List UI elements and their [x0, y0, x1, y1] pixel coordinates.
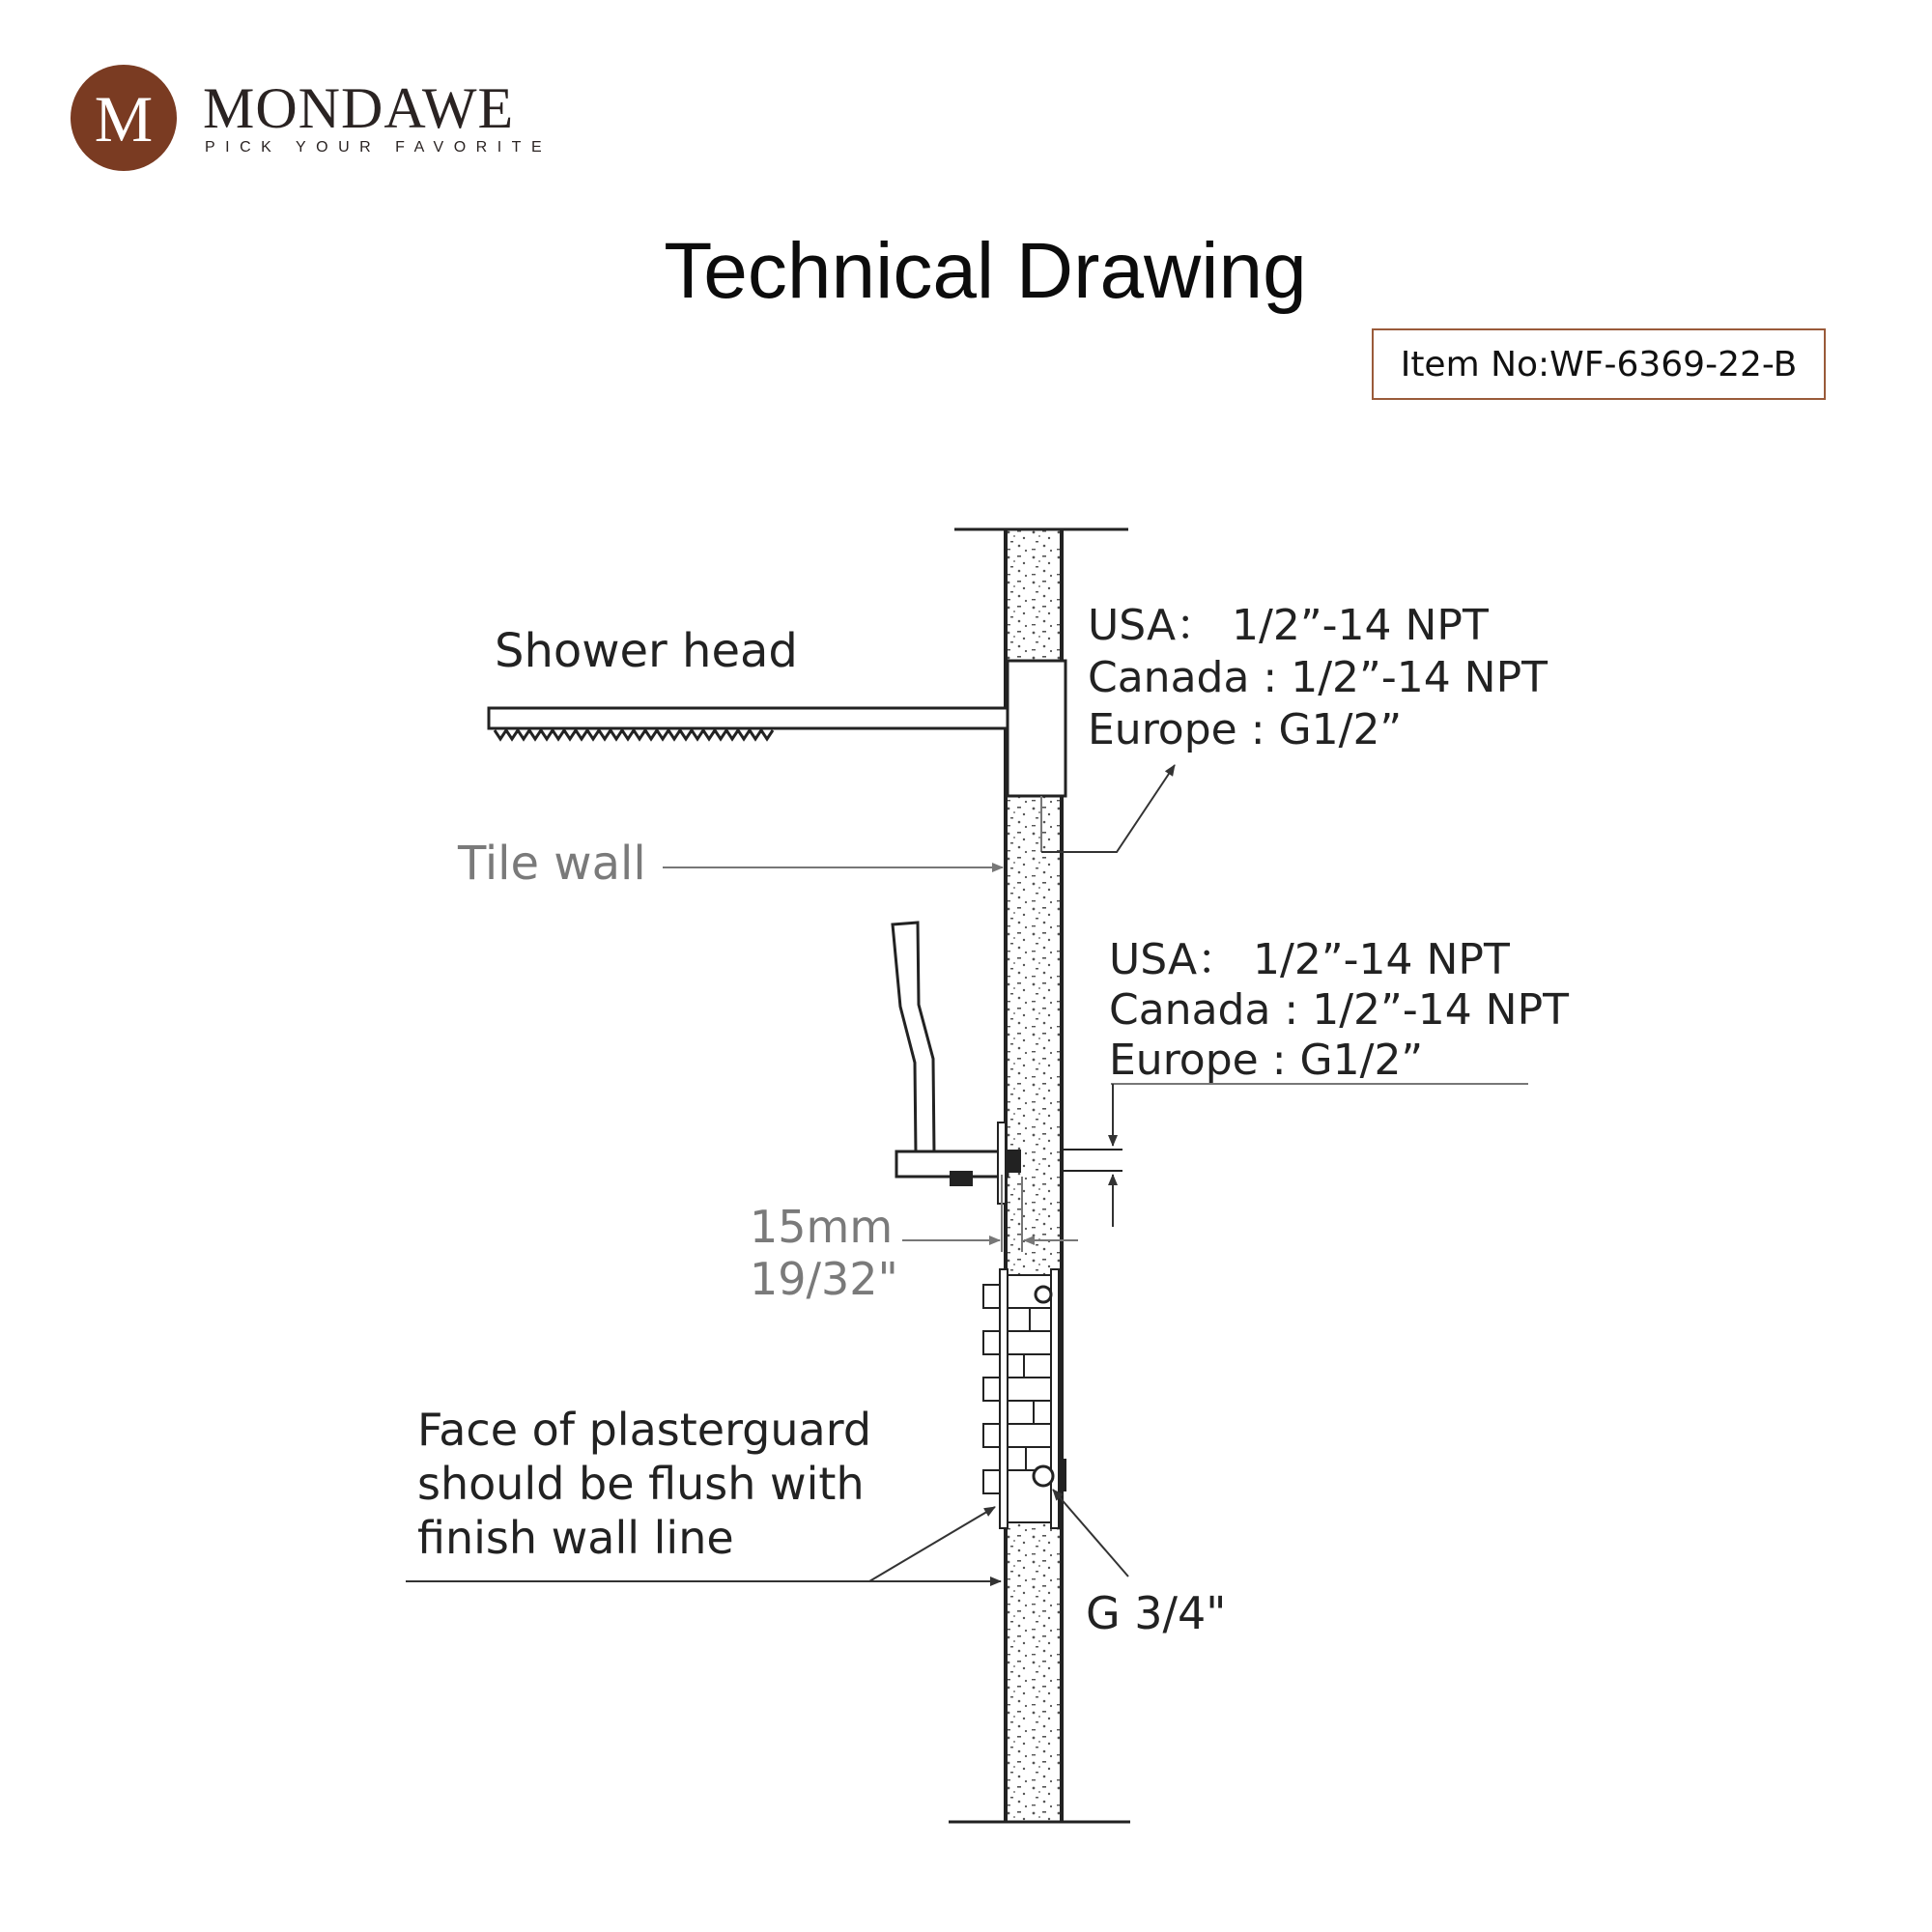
shower-head-drawing	[489, 661, 1065, 796]
valve-thread-label: G 3/4"	[1086, 1587, 1227, 1639]
logo-letter: M	[94, 82, 154, 156]
upper-spec-block	[1088, 601, 1548, 754]
upper-spec-canada: Canada : 1/2”-14 NPT	[1088, 653, 1548, 702]
item-number: Item No:WF-6369-22-B	[1400, 344, 1798, 384]
brand-tagline: PICK YOUR FAVORITE	[205, 139, 553, 156]
gap-inch-label: 19/32"	[750, 1253, 898, 1305]
upper-spec-europe: Europe : G1/2”	[1088, 705, 1403, 754]
upper-spec-usa: USA： 1/2”-14 NPT	[1088, 601, 1489, 650]
tile-wall-label: Tile wall	[458, 837, 646, 891]
gap-mm-label: 15mm	[750, 1201, 894, 1253]
lower-spec-usa: USA： 1/2”-14 NPT	[1109, 935, 1510, 984]
valve-thread-leader	[1053, 1490, 1128, 1577]
lower-spec-canada: Canada : 1/2”-14 NPT	[1109, 985, 1570, 1035]
plasterguard-note-line-3: finish wall line	[417, 1512, 734, 1564]
page-title: Technical Drawing	[664, 226, 1307, 315]
lower-spec-block	[1109, 935, 1569, 1085]
plasterguard-note-line-1: Face of plasterguard	[417, 1404, 872, 1456]
brand-name: MONDAWE	[203, 76, 515, 140]
plasterguard-note	[417, 1404, 871, 1564]
plasterguard-note-line-2: should be flush with	[417, 1458, 865, 1510]
lower-spec-europe: Europe : G1/2”	[1109, 1036, 1424, 1085]
shower-head-label: Shower head	[495, 624, 798, 678]
lower-connection-dimension	[1111, 1084, 1528, 1227]
